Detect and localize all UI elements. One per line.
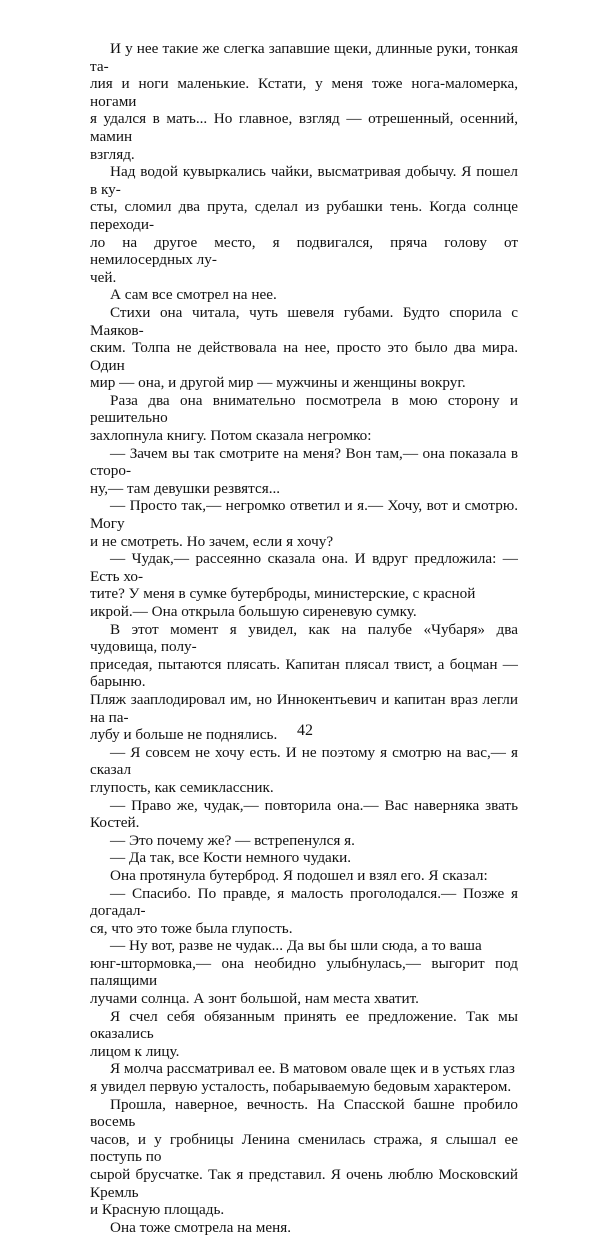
- page-number: 42: [297, 722, 313, 739]
- paragraph: И у нее такие же слегка запавшие щеки, длинные руки, тонкая та- лия и ноги маленькие. Кстати, у меня тоже нога-маломерка, ногами я удался в мать... Но главное, взгляд — отрешенный, осенний, мамин взгляд.: [90, 40, 518, 163]
- paragraph: Она тоже смотрела на меня.: [110, 1218, 292, 1236]
- paragraph: — Зачем вы так смотрите на меня? Вон там,— она показала в сторо- ну,— там девушки резвятся...: [90, 444, 518, 497]
- paragraph: Я молча рассматривал ее. В матовом овале щек и в устьях глаз я увидел первую усталость, побарываемую бедовым характером.: [90, 1060, 515, 1096]
- paragraph: В этот момент я увидел, как на палубе «Чубаря» два чудовища, полу- приседая, пытаются плясать. Капитан плясал твист, а боцман — барыню. Пляж зааплодировал им, но Иннокентьевич и капитан враз легли на па- лубу и больше не поднялись.: [90, 620, 518, 744]
- body-text: [90, 40, 518, 1236]
- paragraph: Раза два она внимательно посмотрела в мою сторону и решительно захлопнула книгу. Потом сказала негромко:: [90, 391, 518, 445]
- paragraph: — Чудак,— рассеянно сказала она. И вдруг предложила: — Есть хо- тите? У меня в сумке бутерброды, министерские, с красной икрой.— Она открыла большую сиреневую сумку.: [90, 550, 518, 620]
- paragraph: — Ну вот, разве не чудак... Да вы бы шли сюда, а то ваша юнг-штормовка,— она необидно улыбнулась,— выгорит под палящими лучами солнца. А зонт большой, нам места хватит.: [90, 937, 518, 1008]
- paragraph: — Это почему же? — встрепенулся я.: [110, 831, 355, 849]
- paragraph: Над водой кувыркались чайки, высматривая добычу. Я пошел в ку- сты, сломил два прута, сделал из рубашки тень. Когда солнце переходи- ло на другое место, я подвигался, пряча голову от немилосердных лу- чей.: [90, 163, 518, 286]
- paragraph: Стихи она читала, чуть шевеля губами. Будто спорила с Маяков- ским. Толпа не действовала на нее, просто это было два мира. Один мир — она, и другой мир — мужчины и женщины вокруг.: [90, 303, 518, 392]
- paragraph: — Спасибо. По правде, я малость проголодался.— Позже я догадал- ся, что это тоже была глупость.: [90, 884, 518, 937]
- paragraph: — Я совсем не хочу есть. И не поэтому я смотрю на вас,— я сказал глупость, как семиклассник.: [90, 743, 518, 796]
- paragraph: — Просто так,— негромко ответил и я.— Хочу, вот и смотрю. Могу и не смотреть. Но зачем, если я хочу?: [90, 497, 518, 550]
- paragraph: Она протянула бутерброд. Я подошел и взял его. Я сказал:: [110, 866, 488, 884]
- paragraph: — Да так, все Кости немного чудаки.: [110, 849, 352, 867]
- paragraph: Прошла, наверное, вечность. На Спасской башне пробило восемь часов, и у гробницы Ленина сменилась стража, я слышал ее поступь по сырой брусчатке. Так я представил. Я очень люблю Московский Кремль и Красную площадь.: [90, 1095, 518, 1219]
- paragraph: А сам все смотрел на нее.: [110, 286, 277, 304]
- paragraph: Я счел себя обязанным принять ее предложение. Так мы оказались лицом к лицу.: [90, 1007, 518, 1060]
- paragraph: — Право же, чудак,— повторила она.— Вас наверняка звать Костей.: [90, 796, 518, 832]
